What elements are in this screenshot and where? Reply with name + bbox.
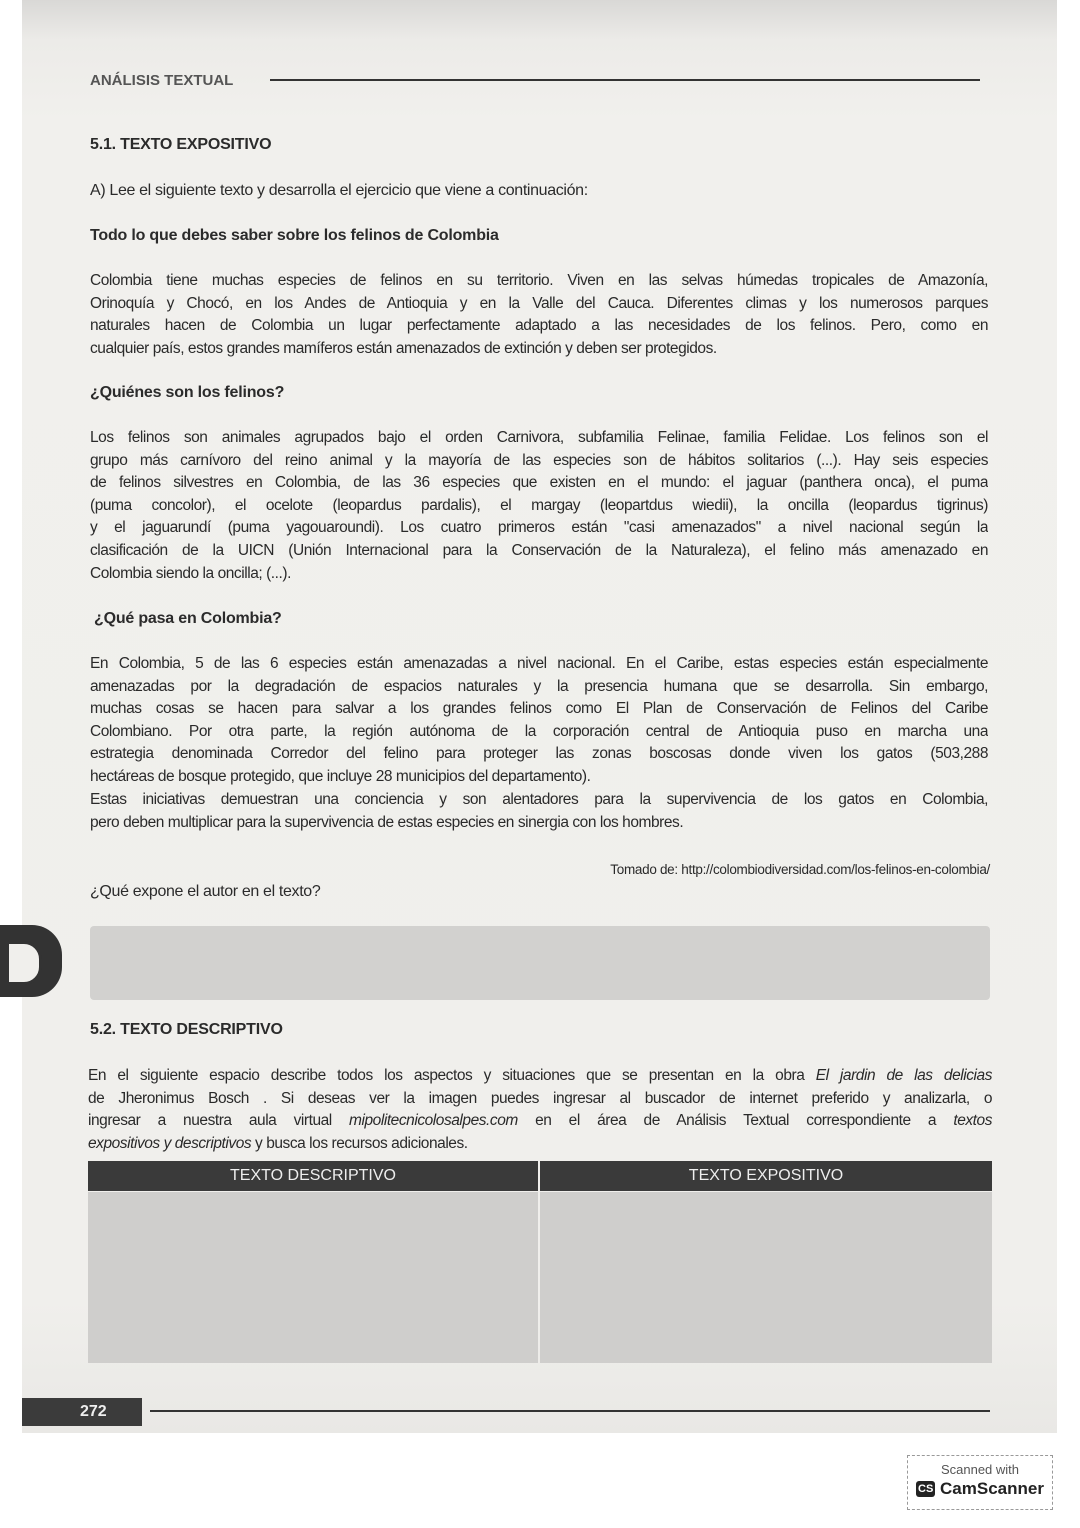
column-header-descriptivo: TEXTO DESCRIPTIVO xyxy=(88,1161,538,1191)
paragraph-quienes xyxy=(90,427,988,585)
text-line: de felinos silvestres en Colombia, de las 36 especies que existen en el mundo: el jaguar (panthera onca), el puma xyxy=(90,474,988,492)
text-line: (puma concolor), el ocelote (leopardus pardalis), el margay (leopartdus wiedii), la oncilla (leopardus tigrinus) xyxy=(90,496,988,514)
source-citation: Tomado de: http://colombiodiversidad.com/los-felinos-en-colombia/ xyxy=(610,862,990,877)
text-segment: y busca los recursos adicionales. xyxy=(251,1134,468,1152)
text-line: hectáreas de bosque protegido, que incluye 28 municipios del departamento). xyxy=(90,767,591,785)
page-number: 272 xyxy=(22,1398,142,1426)
question: ¿Qué expone el autor en el texto? xyxy=(90,883,321,900)
watermark-brand: CamScanner xyxy=(940,1479,1044,1498)
text-line: Orinoquía y Chocó, en los Andes de Antioquia y en la Valle del Cauca. Diferentes climas y los numerosos parques xyxy=(90,294,988,312)
text-line: cualquier país, estos grandes mamíferos están amenazados de extinción y deben ser protegidos. xyxy=(90,339,717,357)
paragraph-colombia xyxy=(90,653,988,789)
camscanner-watermark xyxy=(907,1455,1053,1510)
book-tab-icon xyxy=(0,925,62,997)
text-line xyxy=(88,1133,992,1156)
camscanner-logo-icon: CS xyxy=(918,1483,934,1495)
text-line: Estas iniciativas demuestran una conciencia y son alentadores para la supervivencia de los gatos en Colombia, xyxy=(90,791,988,808)
text-line: pero deben multiplicar para la supervivencia de estas especies en sinergia con los hombres. xyxy=(90,813,684,831)
paragraph-intro xyxy=(90,270,988,360)
text-line: En Colombia, 5 de las 6 especies están amenazadas a nivel nacional. En el Caribe, estas especies están especialmente xyxy=(90,655,988,672)
watermark-text: Scanned with xyxy=(940,1462,1020,1477)
text-line xyxy=(88,1088,992,1111)
text-segment: en el área de Análisis Textual correspondiente a xyxy=(517,1112,954,1130)
text-line: Colombia tiene muchas especies de felinos en su territorio. Viven en las selvas húmedas tropicales de Amazonía, xyxy=(90,272,988,289)
subheading-que-pasa: ¿Qué pasa en Colombia? xyxy=(94,610,282,627)
italic-text: El jardin de las delicias xyxy=(815,1067,992,1084)
column-header-expositivo: TEXTO EXPOSITIVO xyxy=(540,1161,992,1191)
text-line: estrategia denominada Corredor del felino para proteger las zonas boscosas donde viven los gatos (503,288 xyxy=(90,745,988,763)
footer-rule xyxy=(150,1410,990,1412)
text-segment: ingresar a nuestra aula virtual xyxy=(88,1112,350,1130)
text-segment: En el siguiente espacio describe todos los aspectos y situaciones que se presentan en la obra xyxy=(88,1067,816,1084)
instruction: A) Lee el siguiente texto y desarrolla el ejercicio que viene a continuación: xyxy=(90,182,588,199)
header-rule xyxy=(270,79,980,81)
text-line: clasificación de la UICN (Unión Internacional para la Conservación de la Naturaleza), el felino más amenazado en xyxy=(90,541,988,559)
italic-text: expositivos y descriptivos xyxy=(88,1134,252,1152)
text-line: Colombiano. Por otra parte, la región autónoma de la corporación central de Antioquia puso en marcha una xyxy=(90,722,988,740)
text-line: y el jaguarundí (puma yagouaroundi). Los cuatro primeros están "casi amenazados" a nivel nacional según la xyxy=(90,519,988,537)
answer-box[interactable] xyxy=(90,926,990,1000)
cell-descriptivo[interactable] xyxy=(88,1192,538,1363)
text-line: naturales hacen de Colombia un lugar perfectamente adaptado a las necesidades de los felinos. Pero, como en xyxy=(90,317,988,335)
italic-text: mipolitecnicolosalpes.com xyxy=(349,1112,518,1130)
text-line xyxy=(88,1065,992,1088)
text-line: Colombia siendo la oncilla; (...). xyxy=(90,564,291,582)
section-title-5-1: 5.1. TEXTO EXPOSITIVO xyxy=(90,136,272,153)
paragraph-iniciativas xyxy=(90,789,988,834)
italic-text: textos xyxy=(953,1112,992,1130)
text-line: amenazadas por la degradación de espacios naturales y la presencia humana que se desarrolla. Sin embargo, xyxy=(90,677,988,695)
cell-expositivo[interactable] xyxy=(540,1192,992,1363)
text-line xyxy=(88,1110,992,1133)
text-segment: de Jheronimus Bosch . Si deseas ver la imagen puedes ingresar al buscador de internet preferido y analizarla, o xyxy=(88,1089,992,1107)
article-title: Todo lo que debes saber sobre los felinos de Colombia xyxy=(90,227,499,244)
text-line: Los felinos son animales agrupados bajo el orden Carnivora, subfamilia Felinae, familia Felidae. Los felinos son el xyxy=(90,429,988,446)
paragraph-descriptivo xyxy=(88,1065,992,1155)
section-header: ANÁLISIS TEXTUAL xyxy=(90,72,234,89)
section-title-5-2: 5.2. TEXTO DESCRIPTIVO xyxy=(90,1021,283,1038)
text-line: muchas cosas se hacen para salvar a los grandes felinos como El Plan de Conservación de Felinos del Caribe xyxy=(90,700,988,718)
comparison-table xyxy=(88,1161,992,1363)
text-line: grupo más carnívoro del reino animal y la mayoría de las especies son de hábitos solitarios (...). Hay seis especies xyxy=(90,451,988,469)
subheading-quienes: ¿Quiénes son los felinos? xyxy=(90,384,285,401)
